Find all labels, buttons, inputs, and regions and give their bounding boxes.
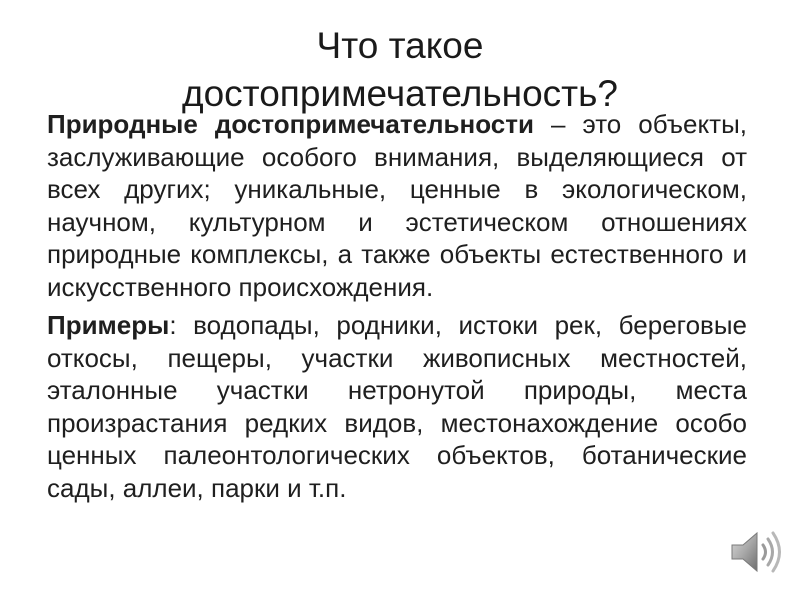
examples-text: : водопады, родники, истоки рек, береговые откосы, пещеры, участки живописных местностей, эталонные участки нетронутой природы, места произрастания редких видов, местонахождение особо ценных палеонтологических объектов, ботанические сады, аллеи, парки и т.п.	[47, 310, 747, 503]
slide-body	[47, 108, 747, 510]
slide-title	[0, 22, 800, 118]
definition-text: – это объекты, заслуживающие особого внимания, выделяющиеся от всех других; уникальные, ценные в экологическом, научном, культурном и эстетическом отношениях природные комплексы, а также объекты естественного и искусственного происхождения.	[47, 109, 747, 302]
title-line-1: Что такое	[316, 25, 484, 66]
examples-term: Примеры	[47, 310, 170, 340]
speaker-sound-icon[interactable]	[728, 526, 784, 578]
definition-term: Природные достопримечательности	[47, 109, 534, 139]
examples-paragraph	[47, 309, 747, 504]
definition-paragraph	[47, 108, 747, 303]
title-line-2: достопримечательность?	[182, 73, 618, 114]
